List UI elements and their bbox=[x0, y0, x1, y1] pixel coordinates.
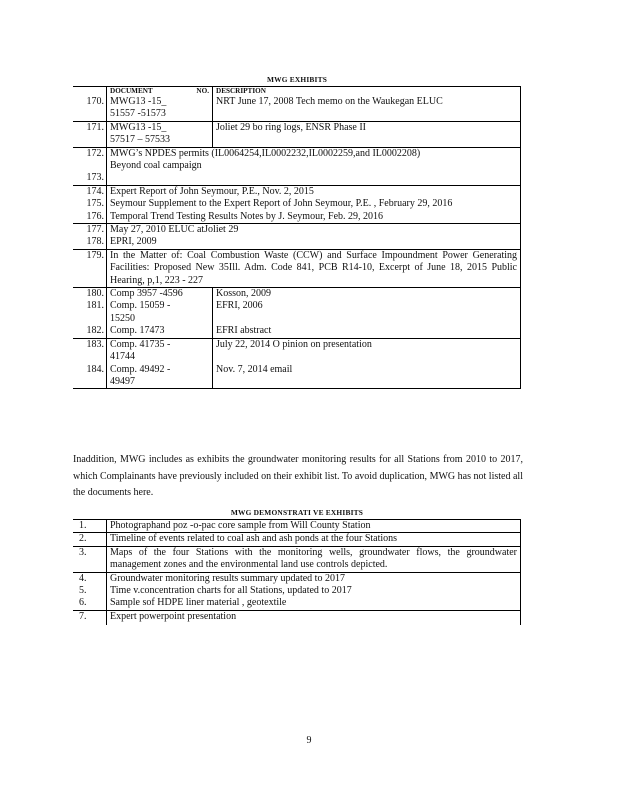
wide-cell: May 27, 2010 ELUC atJoliet 29 EPRI, 2009 bbox=[106, 224, 521, 249]
table-row bbox=[73, 224, 521, 250]
table-row bbox=[73, 520, 521, 533]
row-numbers: 177. 178. bbox=[86, 224, 104, 248]
row-number: 2. bbox=[79, 533, 87, 545]
row-number: 170. bbox=[86, 96, 104, 107]
table-row bbox=[73, 533, 521, 546]
desc-cell: Joliet 29 bo ring logs, ENSR Phase II bbox=[212, 122, 521, 147]
wide-cell: Expert Report of John Seymour, P.E., Nov. 2, 2015 Seymour Supplement to the Expert Report of John Seymour, P.E. , February 29, 2016 Temporal Trend Testing Results Notes by J. Seymour, Feb. 29, 2016 bbox=[106, 186, 521, 223]
wide-cell: Photographand poz -o-pac core sample from Will County Station bbox=[106, 520, 521, 532]
row-numbers: 174. 175. 176. bbox=[86, 185, 104, 222]
header-document: DOCUMENT NO. bbox=[110, 87, 209, 95]
page-number: 9 bbox=[306, 735, 312, 746]
doc-cell: Comp. 41735 - 41744 Comp. 49492 - 49497 bbox=[106, 339, 212, 389]
row-number: 1. bbox=[79, 520, 87, 531]
table-row bbox=[73, 339, 521, 390]
header-description: DESCRIPTION bbox=[216, 87, 266, 95]
desc-cell: Kosson, 2009 EFRI, 2006 EFRI abstract bbox=[212, 288, 521, 338]
row-number: 179. bbox=[86, 249, 104, 261]
demonstrative-exhibits-table bbox=[73, 507, 521, 625]
desc-cell: DESCRIPTION NRT June 17, 2008 Tech memo on the Waukegan ELUC bbox=[212, 87, 521, 121]
wide-cell: In the Matter of: Coal Combustion Waste (CCW) and Surface Impoundment Power Generating Facilities: Proposed New 35Ill. Adm. Code 841, PCB R14-10, Excerpt of June 18, 2015 Public Hearing, p,1, 223 - 227 bbox=[106, 250, 521, 287]
table-row bbox=[73, 573, 521, 611]
table-row bbox=[73, 250, 521, 288]
body-paragraph: Inaddition, MWG includes as exhibits the groundwater monitoring results for all Stations from 2010 to 2017, which Complainants have previously included on their exhibit list. To avoid duplication, MWG has not listed all the documents here. bbox=[73, 454, 523, 499]
desc-cell: July 22, 2014 O pinion on presentation Nov. 7, 2014 email bbox=[212, 339, 521, 389]
wide-cell: Expert powerpoint presentation bbox=[106, 611, 521, 625]
table-row bbox=[73, 148, 521, 186]
row-numbers: 180. 181. 182. bbox=[86, 288, 104, 337]
exhibits-table bbox=[73, 74, 521, 389]
table-row bbox=[73, 87, 521, 122]
row-numbers: 172. 173. bbox=[86, 147, 104, 184]
demonstrative-table-caption: MWG DEMONSTRATI VE EXHIBITS bbox=[73, 507, 521, 520]
row-number: 7. bbox=[79, 610, 87, 622]
doc-cell: MWG13 -15_ 57517 – 57533 bbox=[106, 122, 212, 147]
row-numbers: 4. 5. 6. bbox=[79, 572, 87, 609]
table-row bbox=[73, 547, 521, 573]
row-numbers: 183. 184. bbox=[86, 338, 104, 375]
table-row bbox=[73, 186, 521, 224]
doc-cell: DOCUMENT NO. MWG13 -15_ 51557 -51573 bbox=[106, 87, 212, 121]
table-row bbox=[73, 122, 521, 148]
row-number: 171. bbox=[86, 121, 104, 133]
doc-cell: Comp 3957 -4596 Comp. 15059 - 15250 Comp. 17473 bbox=[106, 288, 212, 338]
wide-cell: Groundwater monitoring results summary updated to 2017 Time v.concentration charts for all Stations, updated to 2017 Sample sof HDPE liner material , geotextile bbox=[106, 573, 521, 610]
table-row bbox=[73, 288, 521, 339]
table-row bbox=[73, 611, 521, 625]
row-number: 3. bbox=[79, 546, 87, 558]
wide-cell: Timeline of events related to coal ash and ash ponds at the four Stations bbox=[106, 533, 521, 545]
exhibits-table-caption: MWG EXHIBITS bbox=[73, 74, 521, 87]
wide-cell: Maps of the four Stations with the monitoring wells, groundwater flows, the groundwater management zones and the environmental land use controls depicted. bbox=[106, 547, 521, 572]
wide-cell: MWG’s NPDES permits (IL0064254,IL0002232,IL0002259,and IL0002208) Beyond coal campaign bbox=[106, 148, 521, 185]
